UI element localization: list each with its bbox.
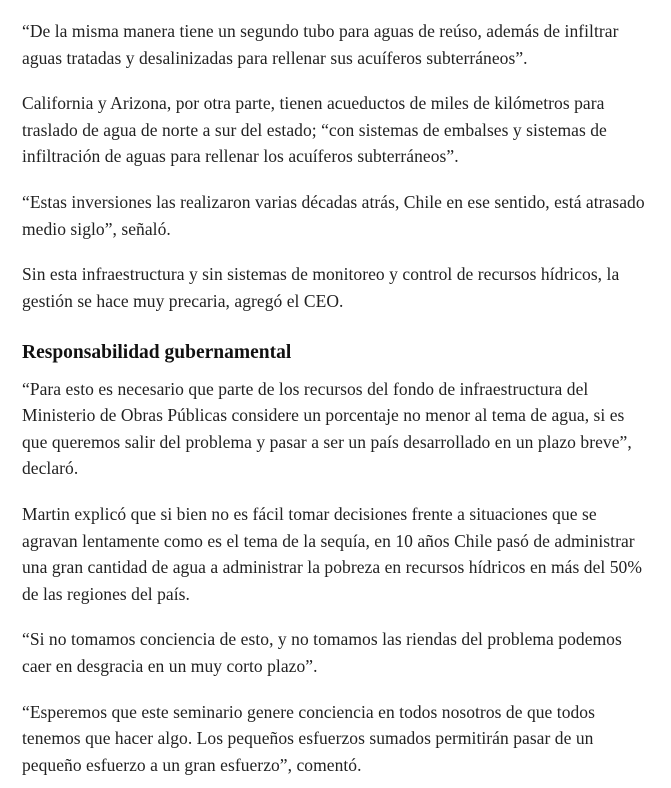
paragraph-seminario-conciencia: “Esperemos que este seminario genere conciencia en todos nosotros de que todos tenemos que hacer algo. Los pequeños esfuerzos sumados permitirán pasar de un pequeño esfuerzo a un gran esfuerzo”, comentó.: [22, 701, 595, 775]
paragraph-fondo-infraestructura: “Para esto es necesario que parte de los recursos del fondo de infraestructura del Ministerio de Obras Públicas considere un porcentaje no menor al tema de agua, si es que queremos salir del problema y pasar a ser un país desarrollado en un plazo breve”, declaró.: [22, 378, 632, 479]
paragraph-riendas-problema: “Si no tomamos conciencia de esto, y no tomamos las riendas del problema podemos caer en desgracia en un muy corto plazo”.: [22, 629, 622, 677]
paragraph-reuse-water: “De la misma manera tiene un segundo tubo para aguas de reúso, además de infiltrar aguas tratadas y desalinizadas para rellenar sus acuíferos subterráneos”.: [22, 21, 619, 68]
paragraph-chile-atrasado: “Estas inversiones las realizaron varias décadas atrás, Chile en ese sentido, está atrasado medio siglo”, señaló.: [22, 191, 645, 239]
paragraph-gestion-precaria: Sin esta infraestructura y sin sistemas de monitoreo y control de recursos hídricos, la gestión se hace muy precaria, agregó el CEO.: [22, 264, 620, 311]
paragraph-california-arizona: California y Arizona, por otra parte, tienen acueductos de miles de kilómetros para traslado de agua de norte a sur del estado; “con sistemas de embalses y sistemas de infiltración de aguas para rellenar los acuíferos subterráneos”.: [22, 93, 607, 167]
heading-responsabilidad-gubernamental: Responsabilidad gubernamental: [22, 342, 292, 364]
paragraph-martin-explico: Martin explicó que si bien no es fácil tomar decisiones frente a situaciones que se agravan lentamente como es el tema de la sequía, en 10 años Chile pasó de administrar una gran cantidad de agua a administrar la pobreza en recursos hídricos en más del 50% de las regiones del país.: [22, 504, 642, 604]
